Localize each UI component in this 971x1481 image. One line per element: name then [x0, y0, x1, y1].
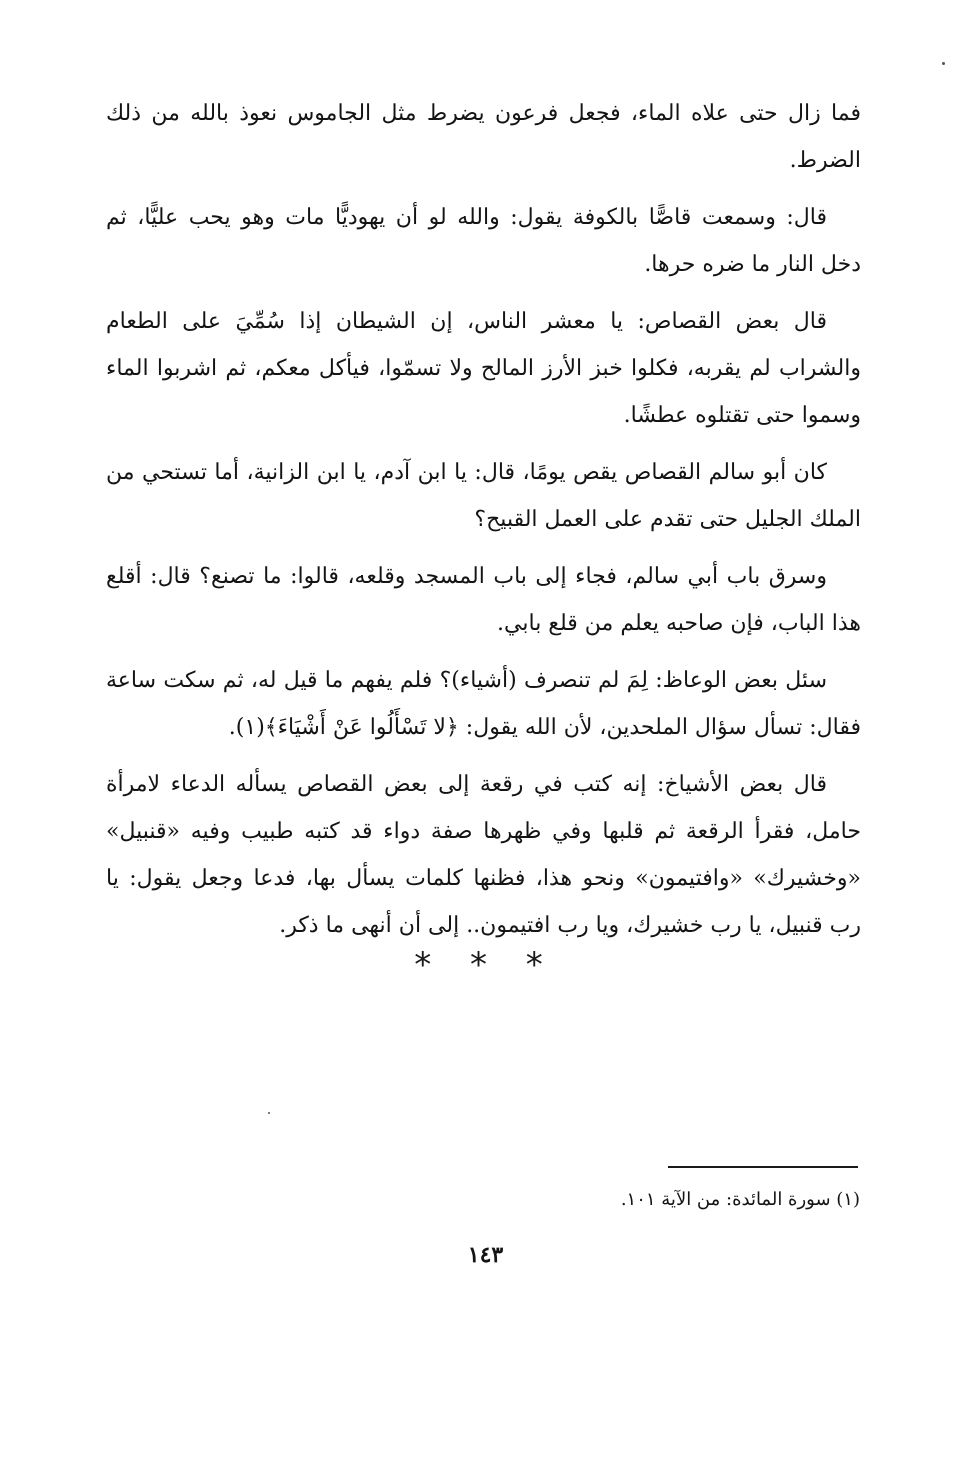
paragraph-7: قال بعض الأشياخ: إنه كتب في رقعة إلى بعض القصاص يسأله الدعاء لامرأة حامل، فقرأ الرقعة ثم قلبها وفي ظهرها صفة دواء قد كتبه طبيب وفيه «قنبيل» «وخشيرك» «وافتيمون» ونحو هذا، فظنها كلمات يسأل بها، فدعا وجعل يقول: يا رب قنبيل، يا رب خشيرك، ويا رب افتيمون.. إلى أن أنهى ما ذكر.	[106, 772, 861, 938]
scan-speck	[268, 1112, 270, 1114]
scan-speck	[942, 62, 945, 65]
footnote: (١) سورة المائدة: من الآية ١٠١.	[620, 1189, 860, 1210]
paragraph-5: وسرق باب أبي سالم، فجاء إلى باب المسجد وقلعه، قالوا: ما تصنع؟ قال: أقلع هذا الباب، فإن صاحبه يعلم من قلع بابي.	[106, 564, 861, 636]
paragraph-2: قال: وسمعت قاصًّا بالكوفة يقول: والله لو أن يهوديًّا مات وهو يحب عليًّا، ثم دخل النار ما ضره حرها.	[106, 205, 861, 277]
paragraph-6: سئل بعض الوعاظ: لِمَ لم تنصرف (أشياء)؟ فلم يفهم ما قيل له، ثم سكت ساعة فقال: تسأل سؤال الملحدين، لأن الله يقول: ﴿لا تَسْأَلُوا عَنْ أَشْيَاءَ﴾(١).	[106, 668, 861, 740]
paragraph-3: قال بعض القصاص: يا معشر الناس، إن الشيطان إذا سُمِّيَ على الطعام والشراب لم يقربه، فكلوا خبز الأرز المالح ولا تسمّوا، فيأكل معكم، ثم اشربوا الماء وسموا حتى تقتلوه عطشًا.	[106, 309, 861, 428]
section-separator: * * *	[414, 945, 557, 985]
paragraph-1: فما زال حتى علاه الماء، فجعل فرعون يضرط مثل الجاموس نعوذ بالله من ذلك الضرط.	[106, 101, 861, 173]
page-number: ١٤٣	[467, 1242, 504, 1268]
footnote-divider	[668, 1166, 858, 1168]
body-text	[106, 90, 861, 959]
paragraph-4: كان أبو سالم القصاص يقص يومًا، قال: يا ابن آدم، يا ابن الزانية، أما تستحي من الملك الجليل حتى تقدم على العمل القبيح؟	[106, 460, 861, 532]
